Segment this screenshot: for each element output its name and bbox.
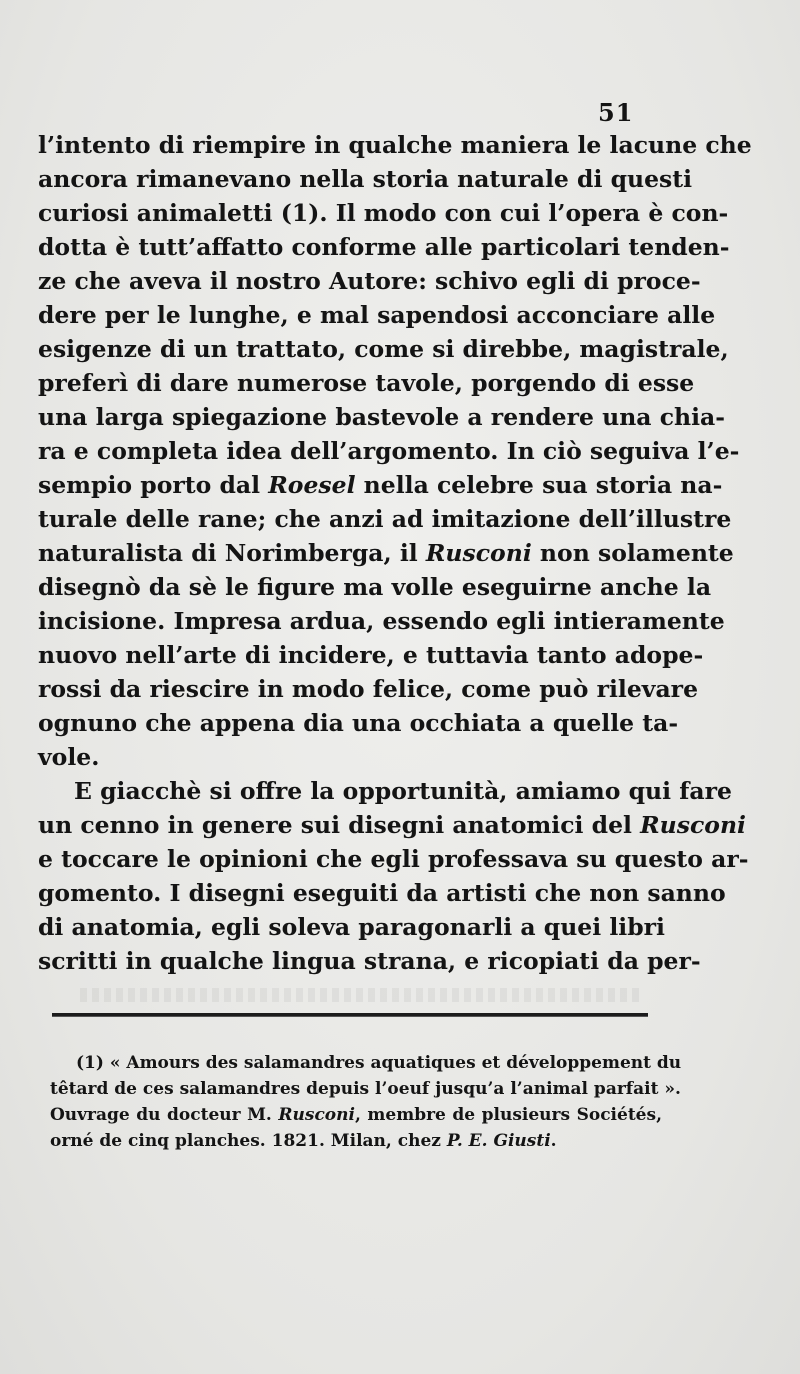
- page-number: 51: [598, 98, 634, 127]
- text-line: una larga spiegazione bastevole a rendere una chia-: [38, 403, 726, 431]
- text-line: disegnò da sè le figure ma volle eseguirne anche la: [38, 573, 712, 601]
- footnote: [50, 1050, 682, 1154]
- text-line: dere per le lunghe, e mal sapendosi acconciare alle: [38, 301, 716, 329]
- text-line: ra e completa idea dell’argomento. In ciò seguiva l’e-: [38, 437, 740, 465]
- text-line: incisione. Impresa ardua, essendo egli intieramente: [38, 607, 725, 635]
- italic-name: Rusconi: [278, 1105, 355, 1125]
- italic-name: Rusconi: [640, 811, 746, 839]
- paragraph-start-line: E giacchè si offre la opportunità, amiamo qui fare: [74, 777, 732, 805]
- footnote-separator-rule: [52, 1013, 648, 1017]
- text-line: sempio porto dal Roesel nella celebre sua storia na-: [38, 471, 723, 499]
- italic-name: Roesel: [268, 471, 356, 499]
- text-line: ancora rimanevano nella storia naturale di questi: [38, 165, 693, 193]
- text-line: scritti in qualche lingua strana, e ricopiati da per-: [38, 947, 701, 975]
- italic-name: Rusconi: [425, 539, 532, 567]
- footnote-line: Ouvrage du docteur M. Rusconi, membre de plusieurs Sociétés,: [50, 1105, 662, 1125]
- text-line: vole.: [38, 743, 100, 771]
- text-line: preferì di dare numerose tavole, porgendo di esse: [38, 369, 695, 397]
- text-line: ze che aveva il nostro Autore: schivo egli di proce-: [38, 267, 701, 295]
- text-line: nuovo nell’arte di incidere, e tuttavia tanto adope-: [38, 641, 704, 669]
- text-line: naturalista di Norimberga, il Rusconi non solamente: [38, 539, 734, 567]
- footnote-line: têtard de ces salamandres depuis l’oeuf jusqu’a l’animal parfait ».: [50, 1079, 681, 1099]
- text-line: rossi da riescire in modo felice, come può rilevare: [38, 675, 699, 703]
- footnote-line: orné de cinq planches. 1821. Milan, chez P. E. Giusti.: [50, 1131, 557, 1151]
- footnote-line: (1) « Amours des salamandres aquatiques et développement du: [76, 1053, 682, 1073]
- text-line: ognuno che appena dia una occhiata a quelle ta-: [38, 709, 679, 737]
- text-line: turale delle rane; che anzi ad imitazione dell’illustre: [38, 505, 732, 533]
- text-line: esigenze di un trattato, come si direbbe, magistrale,: [38, 335, 729, 363]
- text-line: l’intento di riempire in qualche maniera le lacune che: [38, 131, 752, 159]
- body-text: [38, 128, 752, 978]
- bleed-through-texture: [80, 988, 640, 1002]
- text-line: dotta è tutt’affatto conforme alle particolari tenden-: [38, 233, 730, 261]
- text-line: gomento. I disegni eseguiti da artisti che non sanno: [38, 879, 726, 907]
- text-line: curiosi animaletti (1). Il modo con cui l’opera è con-: [38, 199, 729, 227]
- text-line: un cenno in genere sui disegni anatomici del Rusconi: [38, 811, 746, 839]
- text-line: di anatomia, egli soleva paragonarli a quei libri: [38, 913, 665, 941]
- italic-name: P. E. Giusti: [446, 1131, 551, 1151]
- text-line: e toccare le opinioni che egli professava su questo ar-: [38, 845, 749, 873]
